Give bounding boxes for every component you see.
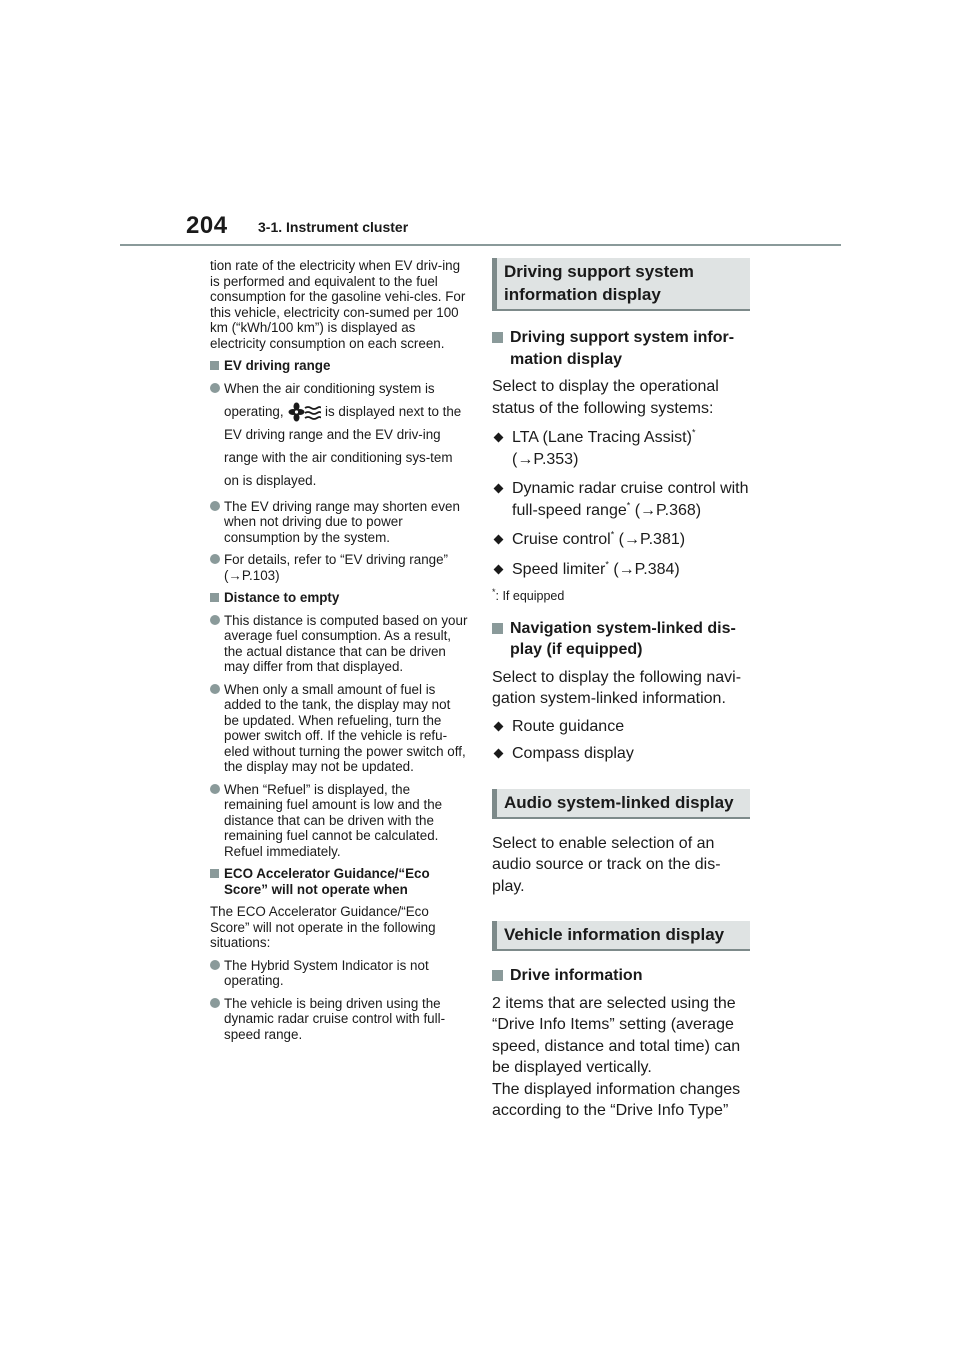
square-bullet-icon [492,623,503,634]
ev-range-heading-text: EV driving range [224,358,331,373]
diamond-bullet-icon [494,433,504,443]
nav-item-route-guidance-text: Route guidance [512,717,625,735]
eco-guidance-paragraph: The ECO Accelerator Guidance/“Eco Score” will not operate in the following situations: [210,904,436,950]
circle-bullet-icon [210,615,220,625]
asterisk-mark: * [605,559,609,570]
section-title: 3-1. Instrument cluster [258,219,409,235]
eco-bullet-cruise [210,996,468,1043]
eco-guidance-heading [210,866,468,897]
drive-info-subheading-text: Drive information [510,967,643,984]
dte-bullet-computed [210,613,468,675]
nav-item-compass-text: Compass display [512,745,634,762]
ev-bullet-ac-text-2: is displayed next to the EV driving range and the EV driv-ing range with the air conditioning sys-tem on is displayed. [224,403,462,488]
intro-paragraph: tion rate of the electricity when EV driv-ing is performed and equivalent to the fuel consumption for the gasoline vehi-cles. For this vehicle, electricity con-sumed per 100 km (“kWh/100 km”) is displayed as electricity consumption on each screen. [210,258,466,351]
drive-info-subheading [492,965,750,987]
ev-bullet-ac [210,381,468,492]
header-divider [120,244,841,246]
support-item-radar-cruise-text: Dynamic radar cruise control with full-speed range [512,480,749,519]
support-item-speed-limiter [492,559,750,581]
dte-bullet-computed-text: This distance is computed based on your average fuel consumption. As a result, the actual distance that can be driven may differ from that displayed. [224,612,468,674]
air-conditioning-icon [287,402,321,422]
dte-bullet-small-fuel-text: When only a small amount of fuel is added to the tank, the display may not be updated. When refueling, turn the power switch off. If the vehicle is refu-eled without turning the power switch off, the display may not be updated. [224,681,466,774]
circle-bullet-icon [210,684,220,694]
support-item-cruise-control [492,529,750,551]
audio-heading-box: Audio system-linked display [492,789,750,819]
footnote-text: : If equipped [495,589,565,603]
asterisk-mark: * [691,427,696,438]
driving-support-subheading-text: Driving support system infor-mation display [510,329,735,368]
circle-bullet-icon [210,998,220,1008]
ev-bullet-ac-text-1: When the air conditioning system is operating, [224,380,435,419]
support-item-lta-text: LTA (Lane Tracing Assist) [512,429,692,446]
navigation-subheading [492,618,750,661]
circle-bullet-icon [210,784,220,794]
square-bullet-icon [210,361,219,370]
circle-bullet-icon [210,501,220,511]
support-item-cruise-control-text: Cruise control [512,531,611,548]
asterisk-mark: * [626,500,631,511]
eco-bullet-cruise-text: The vehicle is being driven using the dynamic radar cruise control with full-speed range. [224,995,446,1042]
circle-bullet-icon [210,554,220,564]
ev-bullet-shorten [210,499,468,546]
diamond-bullet-icon [494,721,504,731]
square-bullet-icon [210,869,219,878]
nav-item-compass [492,743,750,765]
support-item-cruise-control-ref: (→P.381) [614,531,686,548]
footnote [492,586,750,608]
navigation-subheading-text: Navigation system-linked dis-play (if equipped) [510,619,736,658]
asterisk-mark: * [610,529,615,540]
eco-guidance-heading-text: ECO Accelerator Guidance/“Eco Score” will not operate when [224,866,430,897]
ev-bullet-shorten-text: The EV driving range may shorten even when not driving due to power consumption by the system. [224,498,460,545]
driving-support-subheading [492,327,750,370]
ev-range-heading [210,358,468,374]
dte-bullet-refuel [210,782,468,860]
diamond-bullet-icon [494,564,504,574]
square-bullet-icon [492,970,503,981]
eco-bullet-indicator [210,958,468,989]
support-item-radar-cruise-ref: (→P.368) [630,501,702,519]
page-number: 204 [186,212,228,239]
circle-bullet-icon [210,383,220,393]
square-bullet-icon [210,593,219,602]
audio-paragraph: Select to enable selection of an audio source or track on the dis-play. [492,834,721,895]
drive-info-paragraph-2: The displayed information changes according to the “Drive Info Type” [492,1080,741,1119]
support-item-speed-limiter-text: Speed limiter [512,560,606,578]
support-item-speed-limiter-ref: (→P.384) [608,560,680,578]
support-item-lta-ref: (→P.353) [512,450,579,468]
distance-to-empty-heading-text: Distance to empty [224,590,340,605]
support-item-radar-cruise [492,478,750,521]
vehicle-info-heading-box: Vehicle information display [492,921,750,951]
diamond-bullet-icon [494,749,504,759]
ev-bullet-details [210,552,468,583]
diamond-bullet-icon [494,484,504,494]
support-item-lta [492,427,750,470]
footnote-asterisk: * [492,586,496,597]
driving-support-paragraph: Select to display the operational status of the following systems: [492,378,719,417]
dte-bullet-small-fuel [210,682,468,775]
driving-support-heading-box: Driving support system information display [492,258,750,311]
diamond-bullet-icon [494,535,504,545]
left-column [210,258,468,1049]
eco-bullet-indicator-text: The Hybrid System Indicator is not operating. [224,957,429,988]
square-bullet-icon [492,332,503,343]
dte-bullet-refuel-text: When “Refuel” is displayed, the remaining fuel amount is low and the distance that can be driven with the remaining fuel cannot be calculated. Refuel immediately. [224,781,443,859]
nav-item-route-guidance [492,716,750,738]
distance-to-empty-heading [210,590,468,606]
drive-info-paragraph-1: 2 items that are selected using the “Drive Info Items” setting (average speed, distance and total time) can be displayed vertically. [492,994,741,1076]
navigation-paragraph: Select to display the following navi-gation system-linked information. [492,668,742,707]
right-column [492,258,750,1122]
ev-bullet-details-text: For details, refer to “EV driving range” (→P.103) [224,552,449,583]
circle-bullet-icon [210,960,220,970]
